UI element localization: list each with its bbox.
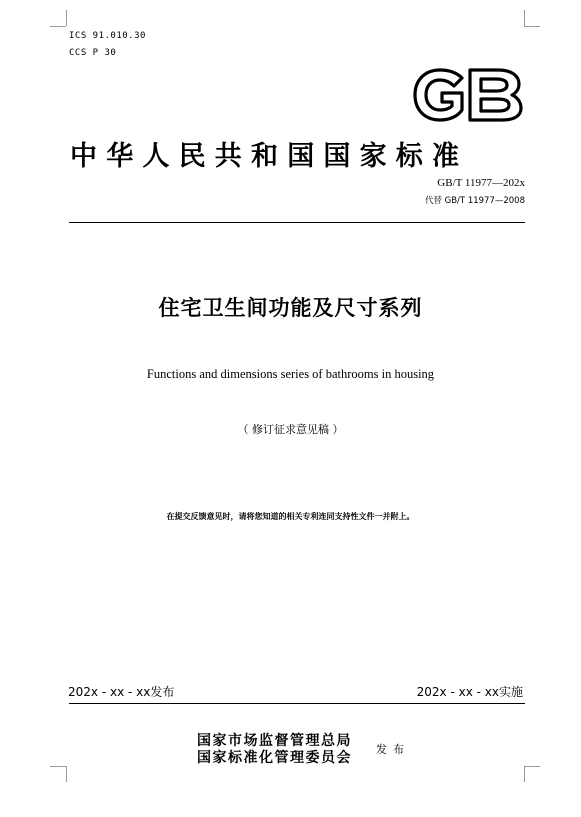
crop-mark-top-right-v <box>524 10 525 26</box>
standard-number: GB/T 11977—202x <box>437 177 525 189</box>
crop-mark-bottom-left-h <box>50 766 66 767</box>
gb-logo-icon <box>412 68 524 122</box>
document-title-cn: 住宅卫生间功能及尺寸系列 <box>158 296 423 320</box>
ccs-code: CCS P 30 <box>69 48 117 58</box>
bottom-rule <box>69 703 525 704</box>
crop-mark-top-left-v <box>66 10 67 26</box>
crop-mark-bottom-right-v <box>524 766 525 782</box>
issue-word: 发布 <box>376 743 410 756</box>
crop-mark-top-right-h <box>524 26 540 27</box>
top-rule <box>69 222 525 223</box>
draft-label: （ 修订征求意见稿 ） <box>237 423 344 436</box>
document-title-en: Functions and dimensions series of bathrooms in housing <box>146 367 435 381</box>
crop-mark-bottom-right-h <box>524 766 540 767</box>
patent-notice: 在提交反馈意见时，请将您知道的相关专利连同支持性文件一并附上。 <box>166 512 415 521</box>
crop-mark-bottom-left-v <box>66 766 67 782</box>
publish-date: 202x - xx - xx发布 <box>68 685 175 699</box>
replaces-standard: 代替 GB/T 11977—2008 <box>424 196 525 206</box>
issuing-authorities <box>197 733 352 767</box>
national-standard-heading: 中华人民共和国国家标准 <box>70 141 469 172</box>
ics-code: ICS 91.010.30 <box>69 31 146 41</box>
issuer-sac: 国家标准化管理委员会 <box>197 750 352 766</box>
issuer-samr: 国家市场监督管理总局 <box>197 733 352 749</box>
crop-mark-top-left-h <box>50 26 66 27</box>
implement-date: 202x - xx - xx实施 <box>416 685 523 699</box>
